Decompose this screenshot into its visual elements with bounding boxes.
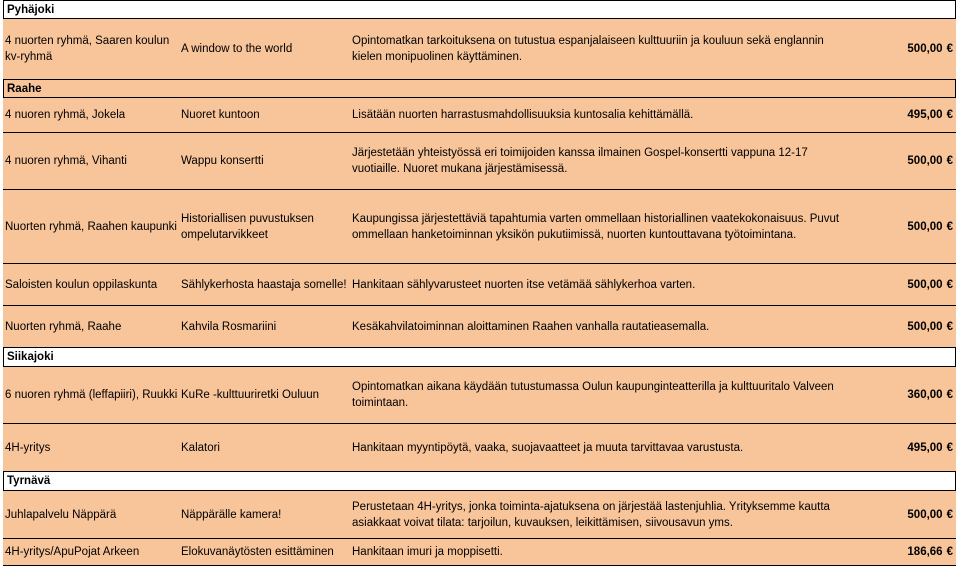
group-cell: 4 nuorten ryhmä, Saaren koulun kv-ryhmä: [5, 35, 170, 63]
section-title: Pyhäjoki: [7, 3, 55, 16]
amount-value: 360,00: [907, 389, 943, 401]
project-cell: Nuoret kuntoon: [181, 109, 260, 121]
table-row: [3, 490, 956, 539]
euro-symbol: €: [946, 508, 953, 521]
table-row: [3, 189, 956, 264]
group-cell: 4 nuoren ryhmä, Vihanti: [5, 155, 127, 167]
description-cell: Opintomatkan aikana käydään tutustumassa Oulun kaupunginteatterilla ja kulttuuritalo Valveen toimintaan.: [352, 381, 834, 409]
description-cell: Kesäkahvilatoiminnan aloittaminen Raahen vanhalla rautatieasemalla.: [352, 320, 710, 333]
group-cell: Juhlapalvelu Näppärä: [5, 508, 117, 521]
euro-symbol: €: [946, 109, 953, 121]
amount-cell: [863, 264, 953, 305]
group-cell: 4H-yritys/ApuPojat Arkeen: [5, 546, 140, 558]
amount-value: 500,00: [907, 155, 943, 167]
section-header: [3, 347, 956, 367]
description-cell: Kaupungissa järjestettäviä tapahtumia varten ommellaan historiallinen vaatekokonaisuus. Puvut ommellaan hanketoiminnan yksikön pukutiimissä, nuorten kuntouttavana työtoimintana.: [352, 212, 840, 241]
section-header: [3, 0, 956, 19]
description-cell: Perustetaan 4H-yritys, jonka toiminta-ajatuksena on järjestää lastenjuhlia. Yrityksemme kautta asiakkaat voivat tilata: tarjoilun, kuvauksen, leikittämisen, siivousavun yms.: [352, 500, 830, 529]
amount-value: 495,00: [907, 109, 943, 121]
project-cell: Kahvila Rosmariini: [181, 320, 277, 333]
table-row: [3, 263, 956, 306]
euro-symbol: €: [946, 220, 953, 233]
amount-cell: [863, 424, 953, 471]
amount-value: 500,00: [907, 220, 943, 233]
table-row: [3, 423, 956, 472]
section-header: [3, 79, 956, 98]
group-cell: 6 nuoren ryhmä (leffapiiri), Ruukki: [5, 389, 178, 401]
description-cell: Opintomatkan tarkoituksena on tutustua espanjalaiseen kulttuuriin ja kouluun sekä englannin kielen monipuolinen käyttäminen.: [352, 35, 824, 63]
project-cell: KuRe -kulttuuriretki Ouluun: [181, 389, 320, 401]
project-cell: Näppärälle kamera!: [181, 508, 282, 521]
euro-symbol: €: [946, 320, 953, 333]
amount-cell: [863, 367, 953, 423]
amount-cell: [863, 491, 953, 538]
euro-symbol: €: [946, 441, 953, 454]
amount-value: 500,00: [907, 320, 943, 333]
description-cell: Lisätään nuorten harrastusmahdollisuuksia kuntosalia kehittämällä.: [352, 109, 694, 121]
section-title: Tyrnävä: [7, 475, 51, 487]
amount-value: 500,00: [907, 278, 943, 291]
amount-cell: [863, 19, 953, 79]
group-cell: Nuorten ryhmä, Raahen kaupunki: [5, 220, 177, 233]
euro-symbol: €: [946, 389, 953, 401]
amount-value: 500,00: [907, 43, 943, 55]
table-row: [3, 97, 956, 133]
project-cell: Elokuvanäytösten esittäminen: [181, 546, 334, 558]
table-row: [3, 366, 956, 424]
amount-cell: [863, 98, 953, 132]
project-cell: Wappu konsertti: [181, 155, 264, 167]
project-cell: Kalatori: [181, 441, 220, 454]
amount-cell: [863, 539, 953, 565]
euro-symbol: €: [946, 278, 953, 291]
group-cell: Saloisten koulun oppilaskunta: [5, 278, 158, 291]
description-cell: Hankitaan sählyvarusteet nuorten itse vetämää sählykerhoa varten.: [352, 278, 696, 291]
euro-symbol: €: [946, 155, 953, 167]
amount-value: 495,00: [907, 441, 943, 454]
project-cell: Sählykerhosta haastaja somelle!: [181, 278, 347, 291]
amount-cell: [863, 190, 953, 263]
description-cell: Hankitaan myyntipöytä, vaaka, suojavaatteet ja muuta tarvittavaa varustusta.: [352, 441, 744, 454]
table-row: [3, 132, 956, 190]
project-cell: A window to the world: [181, 43, 293, 55]
table-row: [3, 18, 956, 80]
table-row: [3, 305, 956, 348]
project-cell: Historiallisen puvustuksen ompelutarvikkeet: [181, 212, 314, 241]
amount-value: 186,66: [907, 546, 943, 558]
group-cell: 4 nuoren ryhmä, Jokela: [5, 109, 126, 121]
amount-cell: [863, 133, 953, 189]
euro-symbol: €: [946, 546, 953, 558]
table-row: [3, 538, 956, 566]
section-header: [3, 471, 956, 491]
description-cell: Hankitaan imuri ja moppisetti.: [352, 546, 503, 558]
section-title: Siikajoki: [7, 351, 54, 363]
euro-symbol: €: [946, 43, 953, 55]
amount-value: 500,00: [907, 508, 943, 521]
section-title: Raahe: [7, 82, 42, 95]
group-cell: 4H-yritys: [5, 441, 51, 454]
amount-cell: [863, 306, 953, 347]
group-cell: Nuorten ryhmä, Raahe: [5, 320, 122, 333]
description-cell: Järjestetään yhteistyössä eri toimijoiden kanssa ilmainen Gospel-konsertti vappuna 12-17 vuotiaille. Nuoret mukana järjestämisessä.: [352, 147, 808, 175]
